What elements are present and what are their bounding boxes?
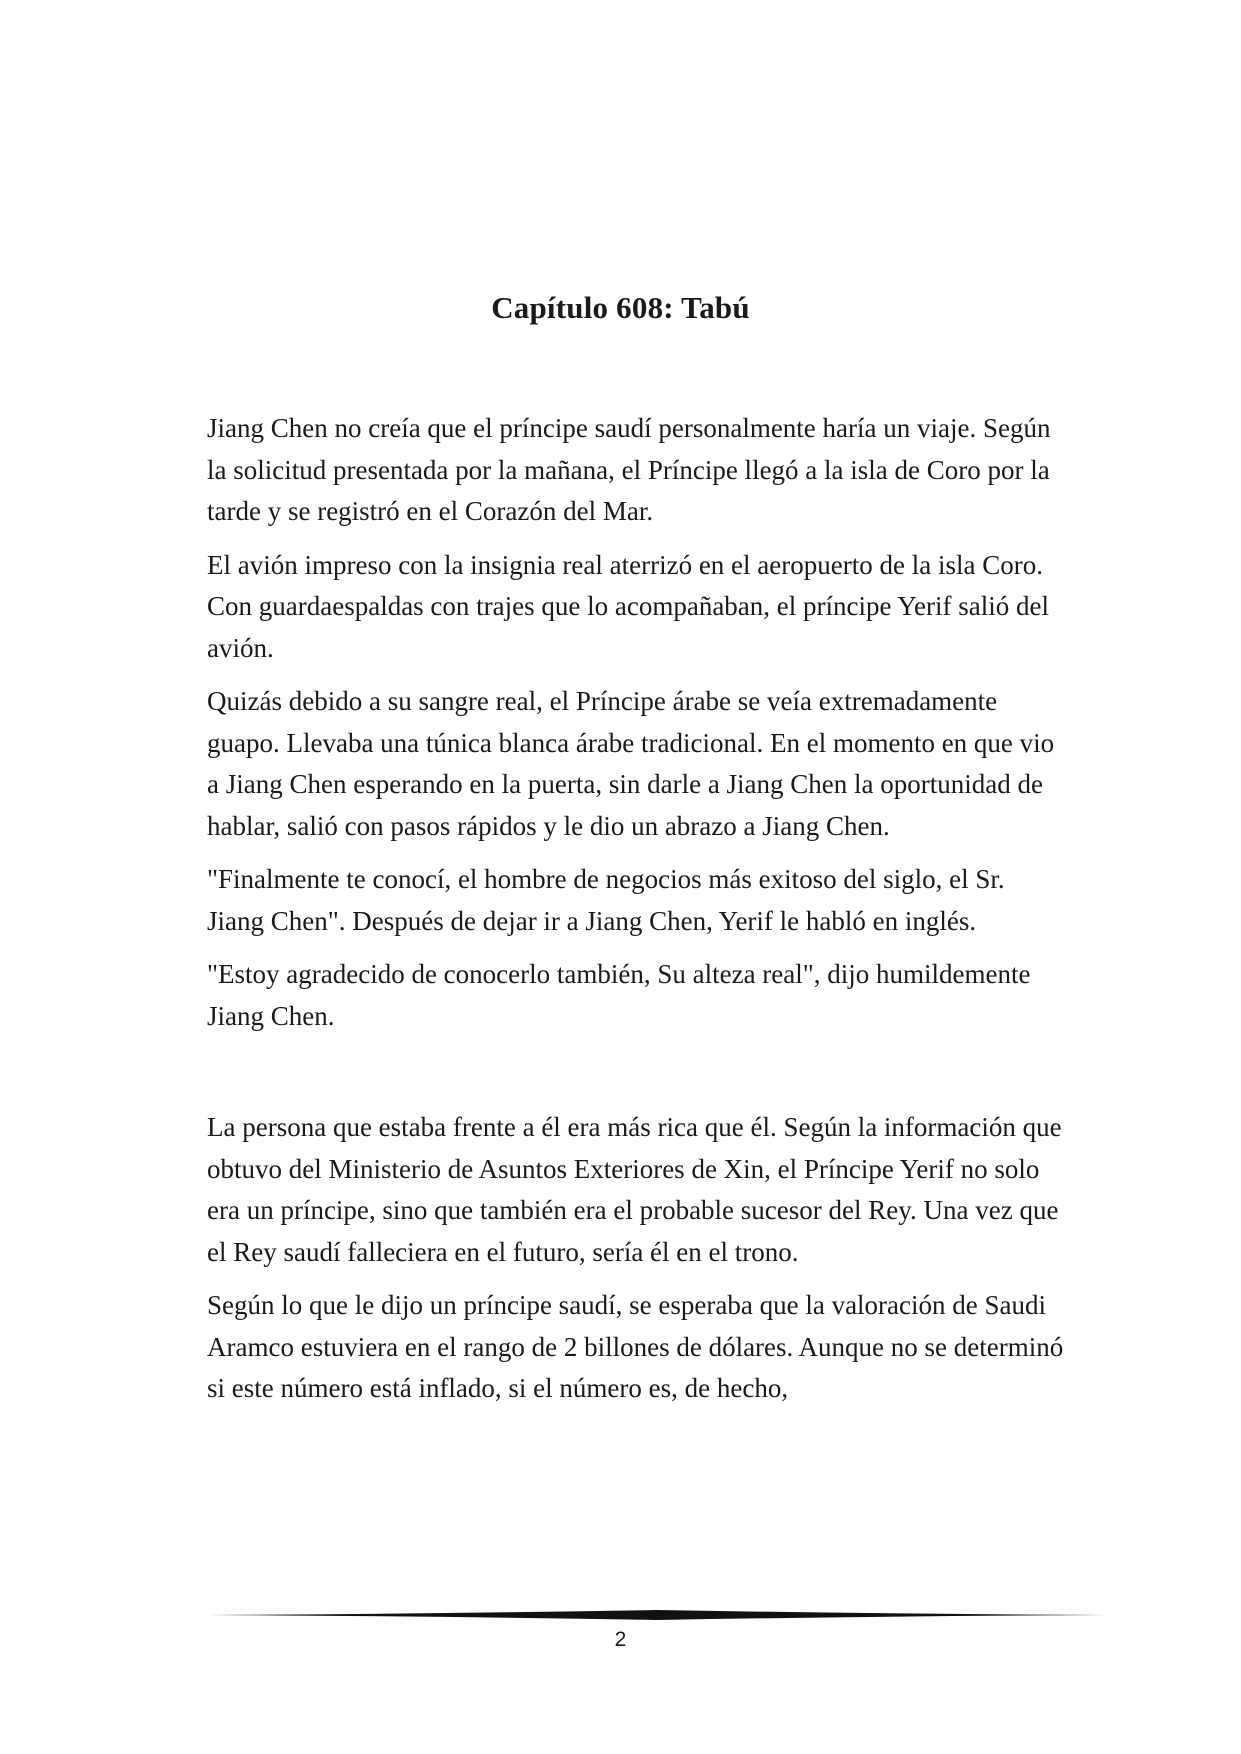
chapter-title: Capítulo 608: Tabú xyxy=(491,290,750,325)
footer-divider xyxy=(207,1608,1107,1622)
paragraph-2: El avión impreso con la insignia real aterrizó en el aeropuerto de la isla Coro. Con guardaespaldas con trajes que lo acompañaban, el príncipe Yerif salió del avión. xyxy=(207,549,1049,663)
paragraph-4: "Finalmente te conocí, el hombre de negocios más exitoso del siglo, el Sr. Jiang Chen". Después de dejar ir a Jiang Chen, Yerif le habló en inglés. xyxy=(207,864,1005,936)
paragraph-5: "Estoy agradecido de conocerlo también, Su alteza real", dijo humildemente Jiang Chen. xyxy=(207,959,1031,1031)
body-text xyxy=(207,408,1067,1422)
page-number: 2 xyxy=(614,1628,627,1651)
paragraph-1: Jiang Chen no creía que el príncipe saudí personalmente haría un viaje. Según la solicitud presentada por la mañana, el Príncipe llegó a la isla de Coro por la tarde y se registró en el Corazón del Mar. xyxy=(207,413,1051,526)
paragraph-3: Quizás debido a su sangre real, el Príncipe árabe se veía extremadamente guapo. Llevaba una túnica blanca árabe tradicional. En el momento en que vio a Jiang Chen esperando en la puerta, sin darle a Jiang Chen la oportunidad de hablar, salió con pasos rápidos y le dio un abrazo a Jiang Chen. xyxy=(207,686,1055,841)
paragraph-7: Según lo que le dijo un príncipe saudí, se esperaba que la valoración de Saudi Aramco estuviera en el rango de 2 billones de dólares. Aunque no se determinó si este número está inflado, si el número es, de hecho, xyxy=(207,1290,1064,1403)
paragraph-6: La persona que estaba frente a él era más rica que él. Según la información que obtuvo del Ministerio de Asuntos Exteriores de Xin, el Príncipe Yerif no solo era un príncipe, sino que también era el probable sucesor del Rey. Una vez que el Rey saudí falleciera en el futuro, sería él en el trono. xyxy=(207,1112,1062,1267)
